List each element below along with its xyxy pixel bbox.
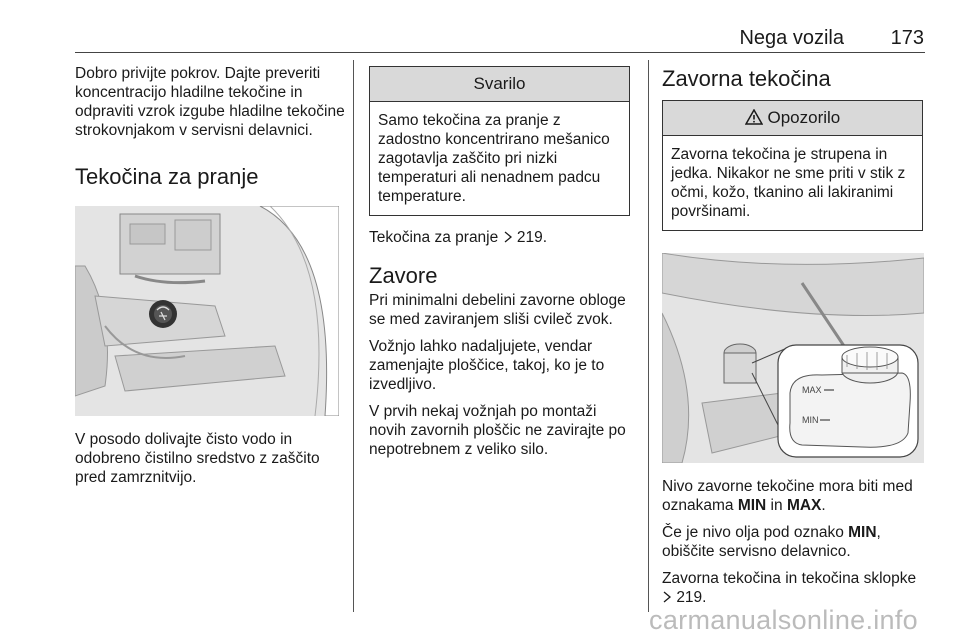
column-1 bbox=[75, 64, 345, 497]
text-run: Če je nivo olja pod oznako bbox=[662, 524, 849, 541]
section-heading-brake-fluid: Zavorna tekočina bbox=[662, 66, 831, 91]
min-label: MIN bbox=[737, 497, 767, 514]
column-3 bbox=[662, 64, 924, 617]
washer-fluid-reservoir-illustration bbox=[75, 206, 339, 416]
warning-box bbox=[662, 100, 923, 231]
low-level-paragraph bbox=[662, 523, 924, 561]
warning-box-text: Zavorna tekočina je strupena in jedka. Nikakor ne sme priti v stik z očmi, kožo, tkanino ali lakiranimi površinami. bbox=[671, 146, 906, 220]
max-label: MAX bbox=[786, 497, 822, 514]
washer-fluid-reference bbox=[369, 228, 633, 247]
intro-paragraph: Dobro privijte pokrov. Dajte preveriti koncentracijo hladilne tekočine in odpraviti vzrok izgube hladilne tekočine strokovnjakom v servisni delavnici. bbox=[75, 65, 345, 139]
text-run: Zavorna tekočina in tekočina sklopke bbox=[662, 570, 917, 587]
header-rule bbox=[75, 52, 925, 53]
max-mark-label: MAX bbox=[802, 385, 822, 395]
column-divider bbox=[353, 60, 354, 612]
text-run: . bbox=[821, 497, 826, 514]
watermark: carmanualsonline.info bbox=[649, 605, 918, 635]
reference-arrow-icon bbox=[662, 589, 676, 606]
column-2 bbox=[369, 64, 633, 469]
text-run: in bbox=[766, 497, 787, 514]
page-number: 173 bbox=[890, 27, 924, 49]
washer-fluid-caption: V posodo dolivajte čisto vodo in odobreno čistilno sredstvo z zaščito pred zamrznitvijo. bbox=[75, 431, 320, 486]
brake-fluid-reservoir-illustration bbox=[662, 253, 924, 463]
warning-triangle-icon bbox=[745, 108, 768, 127]
reference-page: 219. bbox=[676, 589, 707, 606]
text-run: , obiščite servisno delavnico. bbox=[662, 524, 881, 560]
caution-box-text: Samo tekočina za pranje z zadostno koncentrirano mešanico zagotavlja zaščito pri nizki temperaturi ali nenadnem padcu temperature. bbox=[378, 112, 610, 205]
running-header-title: Nega vozila bbox=[739, 27, 844, 49]
min-mark-label: MIN bbox=[802, 415, 819, 425]
warning-box-title: Opozorilo bbox=[767, 108, 841, 127]
caution-box-title: Svarilo bbox=[370, 67, 629, 102]
column-divider bbox=[648, 60, 649, 612]
min-label: MIN bbox=[848, 524, 877, 541]
section-heading-brakes: Zavore bbox=[369, 263, 438, 288]
warning-box-header bbox=[663, 101, 922, 136]
brakes-paragraph: Vožnjo lahko nadaljujete, vendar zamenjajte ploščice, takoj, ko je to izvedljivo. bbox=[369, 338, 605, 393]
reference-arrow-icon bbox=[503, 229, 517, 246]
brakes-paragraph: V prvih nekaj vožnjah po montaži novih zavornih ploščic ne zavirajte po nepotrebnem z veliko silo. bbox=[369, 403, 626, 458]
reference-text: Tekočina za pranje bbox=[369, 229, 499, 246]
reference-page: 219. bbox=[516, 229, 548, 246]
section-heading-washer-fluid: Tekočina za pranje bbox=[75, 164, 259, 189]
brake-fluid-level-paragraph bbox=[662, 477, 924, 515]
brakes-paragraph: Pri minimalni debelini zavorne obloge se med zaviranjem sliši cvileč zvok. bbox=[369, 292, 626, 328]
text-run: Nivo zavorne tekočine mora biti med oznakama bbox=[662, 478, 913, 514]
caution-box bbox=[369, 66, 630, 216]
clutch-fluid-paragraph bbox=[662, 569, 924, 607]
